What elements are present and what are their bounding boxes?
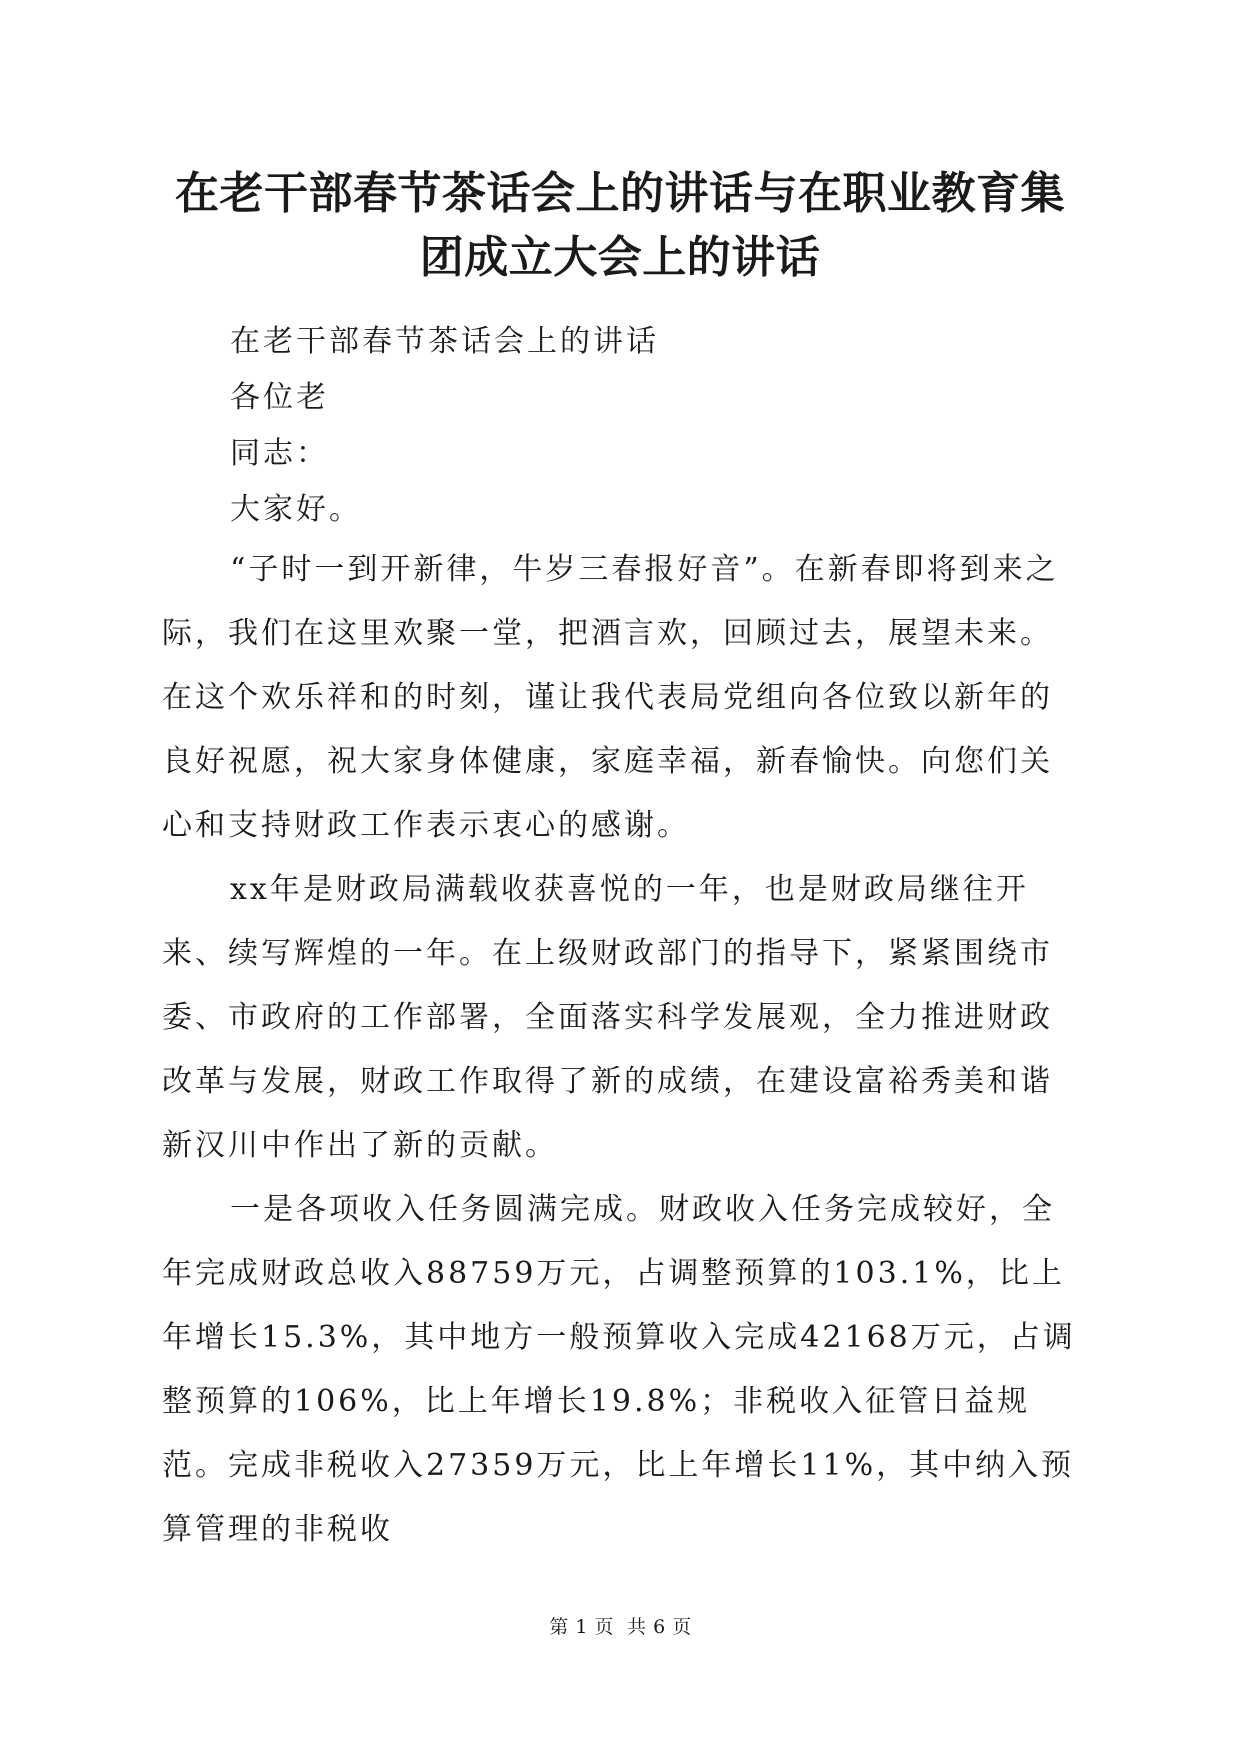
document-title [140,162,1100,290]
document-body [162,324,1082,1562]
paragraph-year-review: xx年是财政局满载收获喜悦的一年，也是财政局继往开来、续写辉煌的一年。在上级财政部门的指导下，紧紧围绕市委、市政府的工作部署，全面落实科学发展观，全力推进财政改革与发展，财政工作取得了新的成绩，在建设富裕秀美和谐新汉川中作出了新的贡献。 [162,872,1053,1163]
speech-subtitle: 在老干部春节茶话会上的讲话 [230,324,659,359]
paragraph-revenue: 一是各项收入任务圆满完成。财政收入任务完成较好，全年完成财政总收入88759万元，占调整预算的103.1%，比上年增长15.3%，其中地方一般预算收入完成42168万元，占调整预算的106%，比上年增长19.8%；非税收入征管日益规范。完成非税收入27359万元，比上年增长11%，其中纳入预算管理的非税收 [162,1192,1076,1547]
title-line-2: 团成立大会上的讲话 [419,232,821,283]
salutation-line-1: 各位老 [230,380,329,415]
salutation-line-2: 同志： [230,436,329,471]
page-footer [0,1612,1241,1639]
page-number: 第 1 页 共 6 页 [549,1616,692,1638]
title-line-1: 在老干部春节茶话会上的讲话与在职业教育集 [175,168,1065,219]
greeting: 大家好。 [230,492,362,527]
paragraph-new-year: “子时一到开新律，牛岁三春报好音”。在新春即将到来之际，我们在这里欢聚一堂，把酒言欢，回顾过去，展望未来。在这个欢乐祥和的时刻，谨让我代表局党组向各位致以新年的良好祝愿，祝大家身体健康，家庭幸福，新春愉快。向您们关心和支持财政工作表示衷心的感谢。 [162,552,1059,843]
